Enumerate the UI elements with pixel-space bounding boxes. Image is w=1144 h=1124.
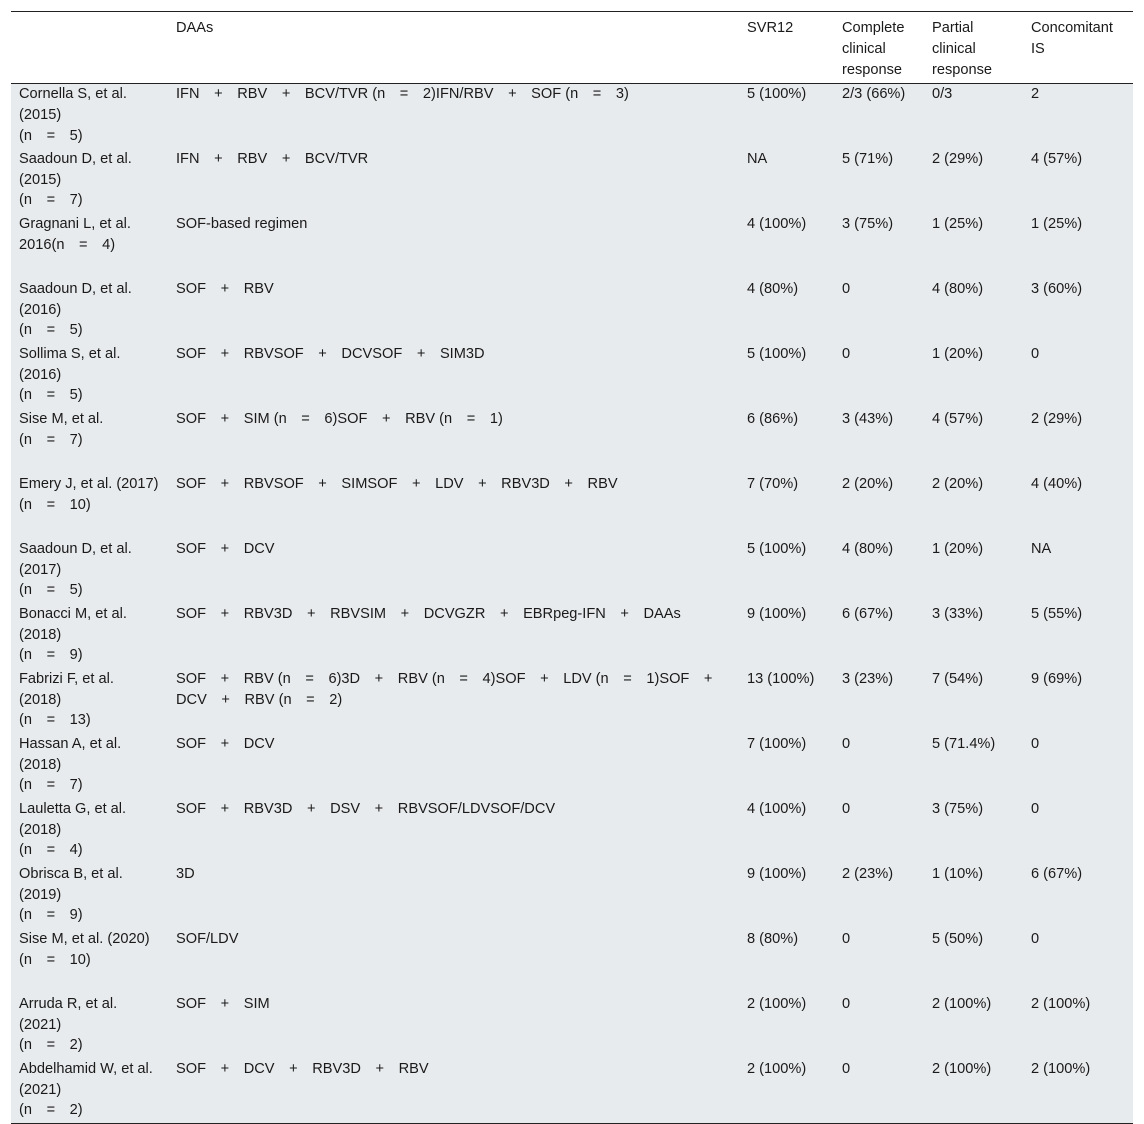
partial-response-cell: 1 (25%) [932, 215, 984, 232]
concomitant-is-cell: 2 (29%) [1031, 410, 1083, 427]
svr12-cell: 13 (100%) [747, 670, 815, 687]
complete-response-cell: 3 (75%) [842, 215, 894, 232]
concomitant-is-cell: 2 (100%) [1031, 995, 1091, 1012]
svr12-cell: 9 (100%) [747, 605, 807, 622]
study-cell: Fabrizi F, et al. (2018) (n = 13) [19, 670, 114, 729]
table-row [11, 344, 1133, 409]
complete-response-cell: 4 (80%) [842, 540, 894, 557]
table-row [11, 1059, 1133, 1124]
partial-response-cell: 0/3 [932, 86, 953, 103]
table-container [11, 11, 1133, 1124]
svr12-cell: 5 (100%) [747, 86, 807, 103]
complete-response-cell: 3 (23%) [842, 670, 894, 687]
table-row [11, 279, 1133, 344]
concomitant-is-cell: 0 [1031, 930, 1040, 947]
svr12-cell: 2 (100%) [747, 995, 807, 1012]
header-row [11, 12, 1133, 84]
complete-response-cell: 3 (43%) [842, 410, 894, 427]
header-svr12: SVR12 [739, 12, 834, 84]
daas-cell: SOF + RBV (n = 6)3D + RBV (n = 4)SOF + LDV (n = 1)SOF + DCV + RBV (n = 2) [176, 670, 728, 708]
daas-cell: SOF-based regimen [176, 215, 308, 232]
table-row [11, 734, 1133, 799]
partial-response-cell: 2 (100%) [932, 995, 992, 1012]
study-cell: Sise M, et al. (n = 7) [19, 410, 104, 448]
table-row [11, 604, 1133, 669]
concomitant-is-cell: 5 (55%) [1031, 605, 1083, 622]
table-row [11, 474, 1133, 539]
study-cell: Emery J, et al. (2017) (n = 10) [19, 475, 159, 513]
svr12-cell: 4 (100%) [747, 800, 807, 817]
daas-cell: SOF + DCV + RBV3D + RBV [168, 1059, 739, 1124]
complete-response-cell: 2 (23%) [842, 865, 894, 882]
partial-response-cell: 1 (10%) [932, 865, 984, 882]
svr12-cell: 4 (80%) [747, 280, 799, 297]
daas-cell: SOF + SIM (n = 6)SOF + RBV (n = 1) [176, 410, 503, 427]
partial-response-cell: 3 (33%) [932, 605, 984, 622]
concomitant-is-cell: 0 [1031, 735, 1040, 752]
header-study [11, 12, 168, 84]
complete-response-cell: 0 [842, 735, 851, 752]
study-cell: Obrisca B, et al. (2019) (n = 9) [19, 865, 123, 924]
header-daas: DAAs [168, 12, 739, 84]
daas-cell: SOF + RBV3D + RBVSIM + DCVGZR + EBRpeg-IFN + DAAs [176, 605, 681, 622]
partial-response-cell: 4 (57%) [932, 410, 984, 427]
study-cell: Abdelhamid W, et al. (2021) (n = 2) [11, 1059, 168, 1124]
svr12-cell: 8 (80%) [747, 930, 799, 947]
complete-response-cell: 0 [842, 800, 851, 817]
svr12-cell: 2 (100%) [739, 1059, 834, 1124]
complete-response-cell: 0 [842, 995, 851, 1012]
concomitant-is-cell: 0 [1031, 345, 1040, 362]
complete-response-cell: 0 [842, 280, 851, 297]
daas-cell: 3D [176, 865, 195, 882]
table-row [11, 214, 1133, 279]
partial-response-cell: 3 (75%) [932, 800, 984, 817]
complete-response-cell: 0 [842, 930, 851, 947]
study-cell: Bonacci M, et al. (2018) (n = 9) [19, 605, 127, 664]
svr12-cell: 7 (70%) [747, 475, 799, 492]
header-concomitant-is: Concomitant IS [1023, 12, 1133, 84]
partial-response-cell: 1 (20%) [932, 345, 984, 362]
partial-response-cell: 5 (71.4%) [932, 735, 996, 752]
svr12-cell: 7 (100%) [747, 735, 807, 752]
daas-cell: IFN + RBV + BCV/TVR (n = 2)IFN/RBV + SOF (n = 3) [176, 86, 629, 103]
concomitant-is-cell: 9 (69%) [1031, 670, 1083, 687]
partial-response-cell: 2 (29%) [932, 150, 984, 167]
svr12-cell: 9 (100%) [747, 865, 807, 882]
svr12-cell: 5 (100%) [747, 540, 807, 557]
study-cell: Gragnani L, et al. 2016(n = 4) [19, 215, 136, 253]
partial-response-cell: 4 (80%) [932, 280, 984, 297]
concomitant-is-cell: 2 (100%) [1023, 1059, 1133, 1124]
concomitant-is-cell: 4 (57%) [1031, 150, 1083, 167]
daas-cell: SOF + RBV3D + DSV + RBVSOF/LDVSOF/DCV [176, 800, 556, 817]
daas-cell: IFN + RBV + BCV/TVR [176, 150, 369, 167]
svr12-cell: 5 (100%) [747, 345, 807, 362]
table-body [11, 84, 1133, 1124]
concomitant-is-cell: 2 [1031, 86, 1040, 103]
svr12-cell: NA [747, 150, 768, 167]
complete-response-cell: 6 (67%) [842, 605, 894, 622]
table-row [11, 669, 1133, 734]
partial-response-cell: 2 (100%) [924, 1059, 1023, 1124]
table-row [11, 994, 1133, 1059]
partial-response-cell: 5 (50%) [932, 930, 984, 947]
partial-response-cell: 1 (20%) [932, 540, 984, 557]
table-row [11, 929, 1133, 994]
concomitant-is-cell: 0 [1031, 800, 1040, 817]
daas-cell: SOF + RBVSOF + DCVSOF + SIM3D [176, 345, 485, 362]
partial-response-cell: 7 (54%) [932, 670, 984, 687]
results-table [11, 11, 1133, 1124]
daas-cell: SOF + RBVSOF + SIMSOF + LDV + RBV3D + RBV [176, 475, 618, 492]
table-row [11, 409, 1133, 474]
complete-response-cell: 5 (71%) [842, 150, 894, 167]
concomitant-is-cell: 1 (25%) [1031, 215, 1083, 232]
partial-response-cell: 2 (20%) [932, 475, 984, 492]
study-cell: Saadoun D, et al. (2016) (n = 5) [19, 280, 132, 339]
table-row [11, 149, 1133, 214]
complete-response-cell: 2/3 (66%) [842, 86, 906, 103]
study-cell: Cornella S, et al. (2015) (n = 5) [19, 86, 127, 144]
concomitant-is-cell: NA [1031, 540, 1052, 557]
concomitant-is-cell: 4 (40%) [1031, 475, 1083, 492]
table-row [11, 799, 1133, 864]
svr12-cell: 6 (86%) [747, 410, 799, 427]
table-row [11, 864, 1133, 929]
study-cell: Arruda R, et al. (2021) (n = 2) [19, 995, 118, 1054]
table-row [11, 539, 1133, 604]
study-cell: Hassan A, et al. (2018) (n = 7) [19, 735, 122, 794]
study-cell: Saadoun D, et al. (2015) (n = 7) [19, 150, 132, 209]
complete-response-cell: 0 [842, 345, 851, 362]
study-cell: Sise M, et al. (2020) (n = 10) [19, 930, 150, 968]
concomitant-is-cell: 3 (60%) [1031, 280, 1083, 297]
study-cell: Sollima S, et al. (2016) (n = 5) [19, 345, 121, 404]
complete-response-cell: 0 [834, 1059, 924, 1124]
daas-cell: SOF + DCV [176, 540, 275, 557]
daas-cell: SOF + SIM [176, 995, 270, 1012]
study-cell: Saadoun D, et al. (2017) (n = 5) [19, 540, 132, 599]
daas-cell: SOF + DCV [176, 735, 275, 752]
concomitant-is-cell: 6 (67%) [1031, 865, 1083, 882]
daas-cell: SOF + RBV [176, 280, 274, 297]
header-complete-response: Complete clinical response [834, 12, 924, 84]
study-cell: Lauletta G, et al. (2018) (n = 4) [19, 800, 127, 859]
daas-cell: SOF/LDV [176, 930, 239, 947]
table-row [11, 84, 1133, 149]
header-partial-response: Partial clinical response [924, 12, 1023, 84]
svr12-cell: 4 (100%) [747, 215, 807, 232]
complete-response-cell: 2 (20%) [842, 475, 894, 492]
